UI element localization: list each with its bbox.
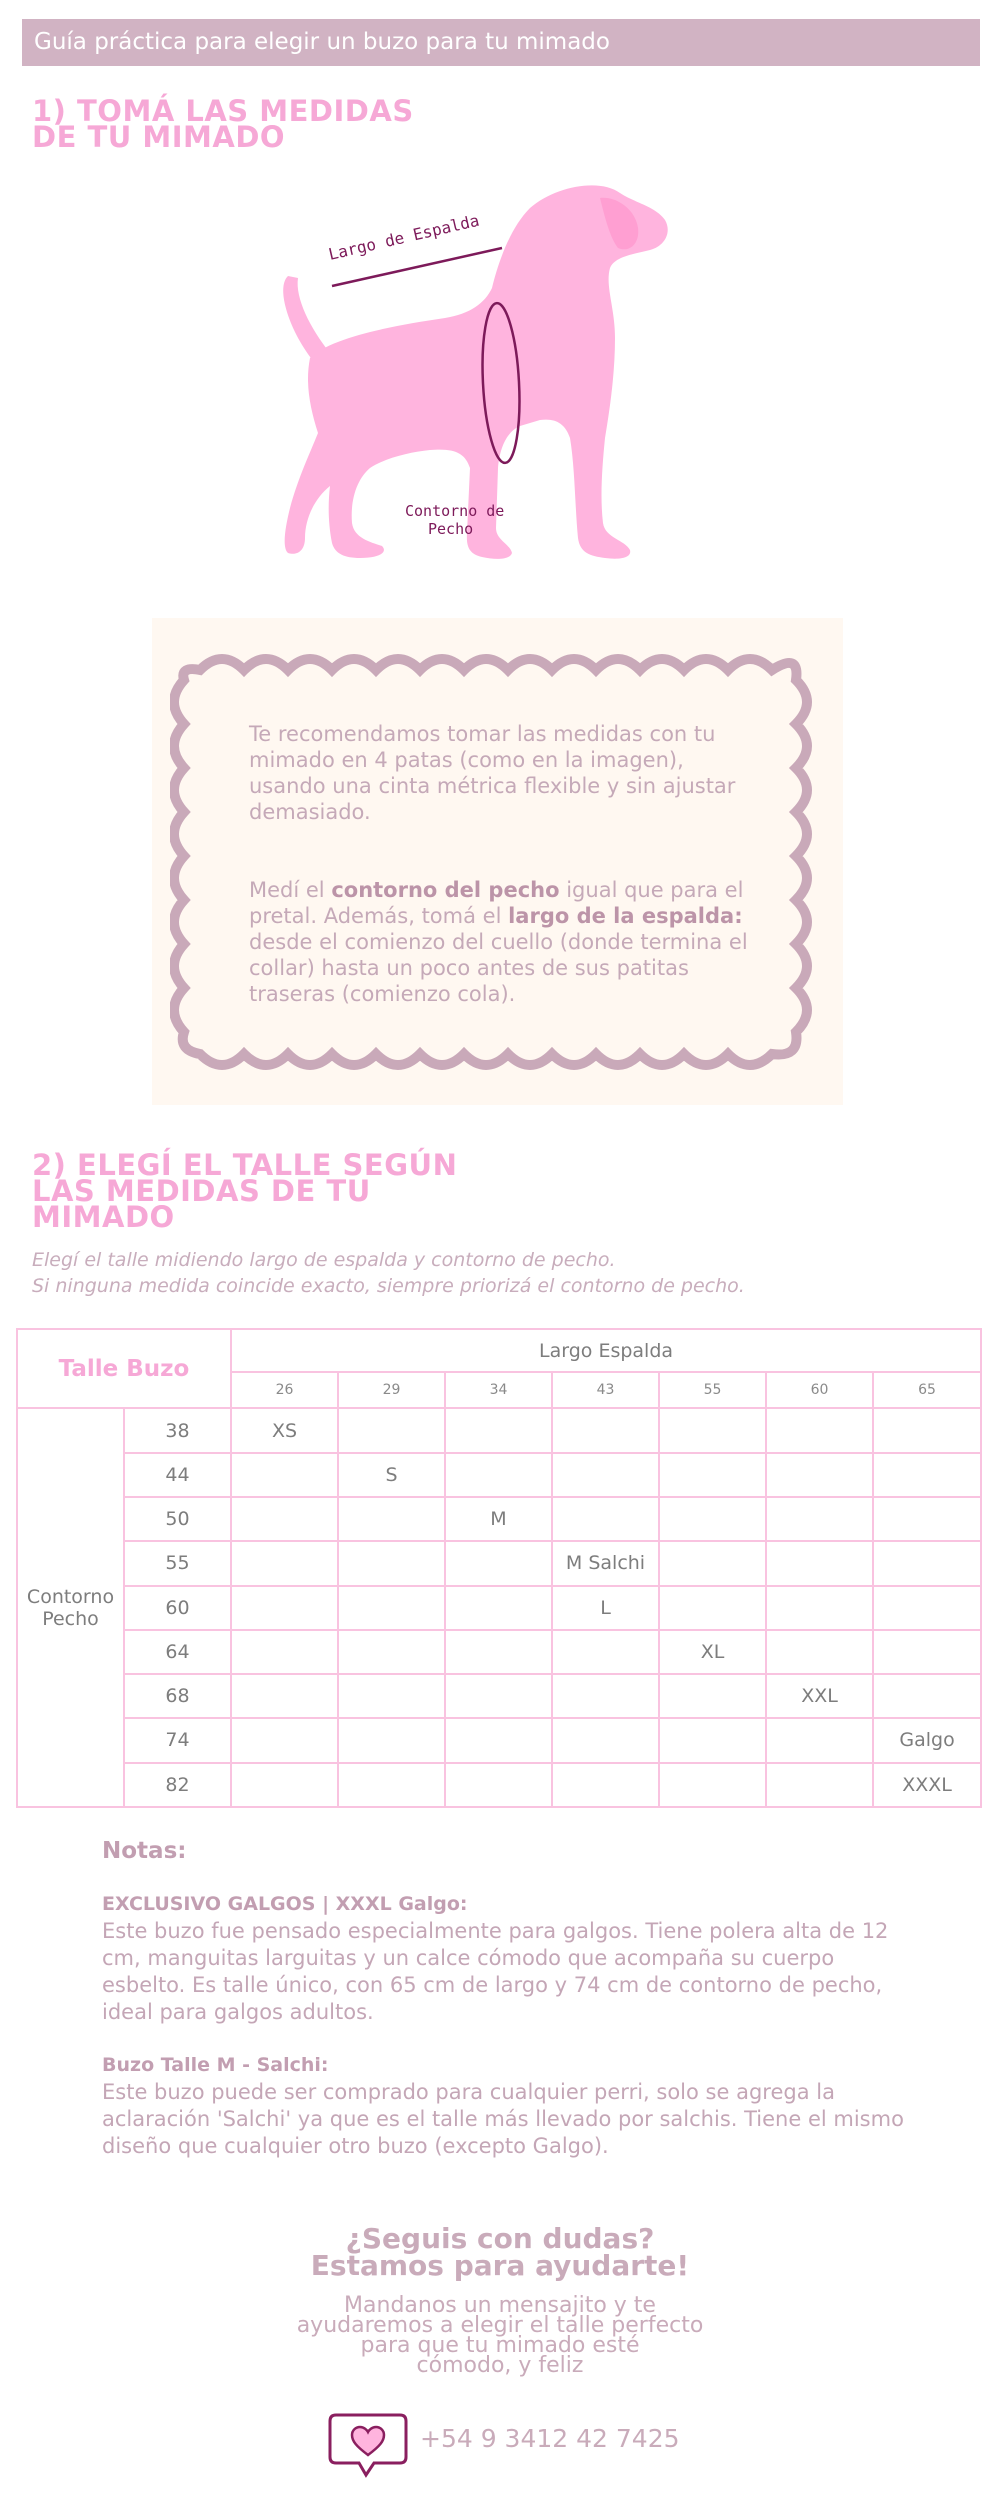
- section1-heading: [32, 94, 414, 154]
- banner-title: Guía práctica para elegir un buzo para tu mimado: [34, 29, 610, 55]
- size-cell: [766, 1630, 873, 1674]
- size-cell: M: [445, 1497, 552, 1541]
- table-row: [17, 1763, 981, 1807]
- table-row: [17, 1674, 981, 1718]
- chest-measure: 74: [124, 1718, 231, 1762]
- note-galgo-line2: cm, manguitas larguitas y un calce cómodo que acompaña su cuerpo: [102, 1946, 835, 1970]
- size-cell: [552, 1763, 659, 1807]
- size-cell: Galgo: [873, 1718, 981, 1762]
- size-cell: XS: [231, 1408, 338, 1452]
- chest-measure: 82: [124, 1763, 231, 1807]
- size-cell: [659, 1586, 766, 1630]
- chest-label-line2: Pecho: [428, 520, 474, 538]
- size-cell: [445, 1541, 552, 1585]
- section2-heading-line2: LAS MEDIDAS DE TU: [32, 1174, 371, 1208]
- size-cell: [231, 1674, 338, 1718]
- chest-label-line1: Contorno de: [405, 502, 505, 520]
- size-cell: [231, 1453, 338, 1497]
- size-cell: [873, 1630, 981, 1674]
- size-cell: [766, 1408, 873, 1452]
- size-cell: [766, 1497, 873, 1541]
- table-row: [17, 1718, 981, 1762]
- tips-p2-bold-back: largo de la espalda:: [508, 904, 743, 928]
- size-cell: XXL: [766, 1674, 873, 1718]
- size-cell: [552, 1453, 659, 1497]
- table-corner-header: Talle Buzo: [17, 1329, 231, 1408]
- tips-paragraph-2: [249, 877, 769, 1007]
- table-row: [17, 1586, 981, 1630]
- back-length-header: 34: [445, 1372, 552, 1408]
- section2-subtitle: [32, 1247, 932, 1299]
- back-length-header: 65: [873, 1372, 981, 1408]
- notes-title: Notas:: [102, 1838, 187, 1864]
- size-cell: [338, 1763, 445, 1807]
- help-question-line1: ¿Seguis con dudas?: [345, 2222, 655, 2255]
- size-cell: [445, 1763, 552, 1807]
- size-cell: [445, 1586, 552, 1630]
- size-cell: [338, 1630, 445, 1674]
- heart-message-icon[interactable]: [326, 2411, 410, 2481]
- section2-heading-line3: MIMADO: [32, 1200, 175, 1234]
- table-row: [17, 1497, 981, 1541]
- scalloped-frame: [170, 640, 826, 1084]
- chest-measure: 44: [124, 1453, 231, 1497]
- help-message-line4: cómodo, y feliz: [416, 2353, 584, 2378]
- size-cell: [873, 1541, 981, 1585]
- help-message-line2: ayudaremos a elegir el talle perfecto: [296, 2313, 704, 2338]
- tips-p2-line3: desde el comienzo del cuello (donde termina el: [249, 930, 748, 954]
- chest-measure: 55: [124, 1541, 231, 1585]
- back-length-label: Largo de Espalda: [326, 210, 482, 264]
- size-cell: [659, 1453, 766, 1497]
- note-galgo-title: EXCLUSIVO GALGOS | XXXL Galgo:: [102, 1893, 468, 1915]
- table-row: [17, 1630, 981, 1674]
- size-cell: [231, 1763, 338, 1807]
- table-row: [17, 1453, 981, 1497]
- size-cell: [338, 1408, 445, 1452]
- tips-p1-line1: Te recomendamos tomar las medidas con tu: [249, 722, 716, 746]
- help-message: [0, 2293, 1000, 2378]
- chest-measure: 68: [124, 1674, 231, 1718]
- tips-p2-text-b: igual que para el: [559, 878, 744, 902]
- size-cell: M Salchi: [552, 1541, 659, 1585]
- note-galgo-line1: Este buzo fue pensado especialmente para galgos. Tiene polera alta de 12: [102, 1919, 889, 1943]
- size-cell: [231, 1497, 338, 1541]
- notes-section: [102, 1838, 922, 2160]
- size-cell: [659, 1497, 766, 1541]
- section2-heading: [32, 1148, 458, 1234]
- size-cell: [552, 1408, 659, 1452]
- size-table: [16, 1328, 982, 1808]
- table-row: [17, 1541, 981, 1585]
- size-cell: S: [338, 1453, 445, 1497]
- back-length-group-header: Largo Espalda: [231, 1329, 981, 1372]
- chest-group-line1: Contorno: [26, 1585, 115, 1608]
- size-cell: [659, 1763, 766, 1807]
- size-cell: [659, 1674, 766, 1718]
- size-cell: L: [552, 1586, 659, 1630]
- size-cell: [659, 1541, 766, 1585]
- size-cell: [338, 1541, 445, 1585]
- size-cell: [338, 1674, 445, 1718]
- tips-p2-text-a: Medí el: [249, 878, 332, 902]
- tips-p1-line3: usando una cinta métrica flexible y sin ajustar: [249, 774, 736, 798]
- note-galgo-line3: esbelto. Es talle único, con 65 cm de largo y 74 cm de contorno de pecho,: [102, 1973, 883, 1997]
- tips-p1-line4: demasiado.: [249, 800, 371, 824]
- size-cell: [873, 1674, 981, 1718]
- tips-p2-line4: collar) hasta un poco antes de sus patitas: [249, 956, 689, 980]
- size-cell: [873, 1408, 981, 1452]
- back-length-header: 55: [659, 1372, 766, 1408]
- size-cell: [766, 1453, 873, 1497]
- size-cell: [231, 1718, 338, 1762]
- page-banner: [22, 19, 980, 66]
- size-cell: [766, 1763, 873, 1807]
- chest-measure: 64: [124, 1630, 231, 1674]
- size-cell: [231, 1541, 338, 1585]
- note-salchi-line2: aclaración 'Salchi' ya que es el talle más llevado por salchis. Tiene el mismo: [102, 2107, 904, 2131]
- section1-heading-line2: DE TU MIMADO: [32, 120, 286, 154]
- size-cell: [445, 1630, 552, 1674]
- help-question: [0, 2222, 1000, 2282]
- size-cell: [552, 1718, 659, 1762]
- size-cell: [766, 1586, 873, 1630]
- section2-heading-line1: 2) ELEGÍ EL TALLE SEGÚN: [32, 1148, 458, 1182]
- dog-measurement-illustration: [270, 168, 690, 598]
- phone-number[interactable]: +54 9 3412 42 7425: [420, 2424, 680, 2453]
- note-salchi-line1: Este buzo puede ser comprado para cualquier perri, solo se agrega la: [102, 2080, 835, 2104]
- tips-paragraph-1: [249, 721, 769, 825]
- size-cell: [873, 1586, 981, 1630]
- size-cell: [766, 1541, 873, 1585]
- help-message-line1: Mandanos un mensajito y te: [344, 2293, 656, 2318]
- table-row: [17, 1408, 981, 1452]
- size-cell: [873, 1453, 981, 1497]
- tips-p2-line2: [249, 903, 769, 929]
- help-message-line3: para que tu mimado esté: [360, 2333, 640, 2358]
- size-cell: [552, 1674, 659, 1718]
- chest-measure: 50: [124, 1497, 231, 1541]
- size-cell: [338, 1718, 445, 1762]
- size-cell: [552, 1497, 659, 1541]
- back-length-header: 29: [338, 1372, 445, 1408]
- section2-sub-line2: Si ninguna medida coincide exacto, siempre priorizá el contorno de pecho.: [32, 1275, 745, 1297]
- size-cell: [873, 1497, 981, 1541]
- size-cell: [445, 1674, 552, 1718]
- back-length-header: 60: [766, 1372, 873, 1408]
- chest-group-header: [17, 1408, 124, 1807]
- size-cell: [338, 1497, 445, 1541]
- section1-heading-line1: 1) TOMÁ LAS MEDIDAS: [32, 94, 414, 128]
- help-question-line2: Estamos para ayudarte!: [310, 2249, 690, 2282]
- tips-p2-text-c: pretal. Además, tomá el: [249, 904, 509, 928]
- chest-group-line2: Pecho: [42, 1607, 99, 1630]
- size-cell: [659, 1718, 766, 1762]
- size-cell: [338, 1586, 445, 1630]
- size-cell: [445, 1453, 552, 1497]
- tips-p2-line1: [249, 877, 769, 903]
- size-cell: XL: [659, 1630, 766, 1674]
- back-length-header: 26: [231, 1372, 338, 1408]
- note-salchi-title: Buzo Talle M - Salchi:: [102, 2054, 329, 2076]
- chest-measure: 38: [124, 1408, 231, 1452]
- tips-p2-line5: traseras (comienzo cola).: [249, 982, 516, 1006]
- tips-p1-line2: mimado en 4 patas (como en la imagen),: [249, 748, 684, 772]
- back-length-header: 43: [552, 1372, 659, 1408]
- whatsapp-contact[interactable]: [326, 2411, 410, 2471]
- tips-p2-bold-chest: contorno del pecho: [331, 878, 560, 902]
- section2-sub-line1: Elegí el talle midiendo largo de espalda y contorno de pecho.: [32, 1249, 616, 1271]
- size-cell: [445, 1408, 552, 1452]
- size-cell: [552, 1630, 659, 1674]
- size-cell: [231, 1630, 338, 1674]
- size-cell: [766, 1718, 873, 1762]
- size-cell: XXXL: [873, 1763, 981, 1807]
- note-galgo-line4: ideal para galgos adultos.: [102, 2000, 374, 2024]
- size-cell: [231, 1586, 338, 1630]
- size-cell: [445, 1718, 552, 1762]
- chest-measure: 60: [124, 1586, 231, 1630]
- note-salchi-line3: diseño que cualquier otro buzo (excepto Galgo).: [102, 2134, 609, 2158]
- size-cell: [659, 1408, 766, 1452]
